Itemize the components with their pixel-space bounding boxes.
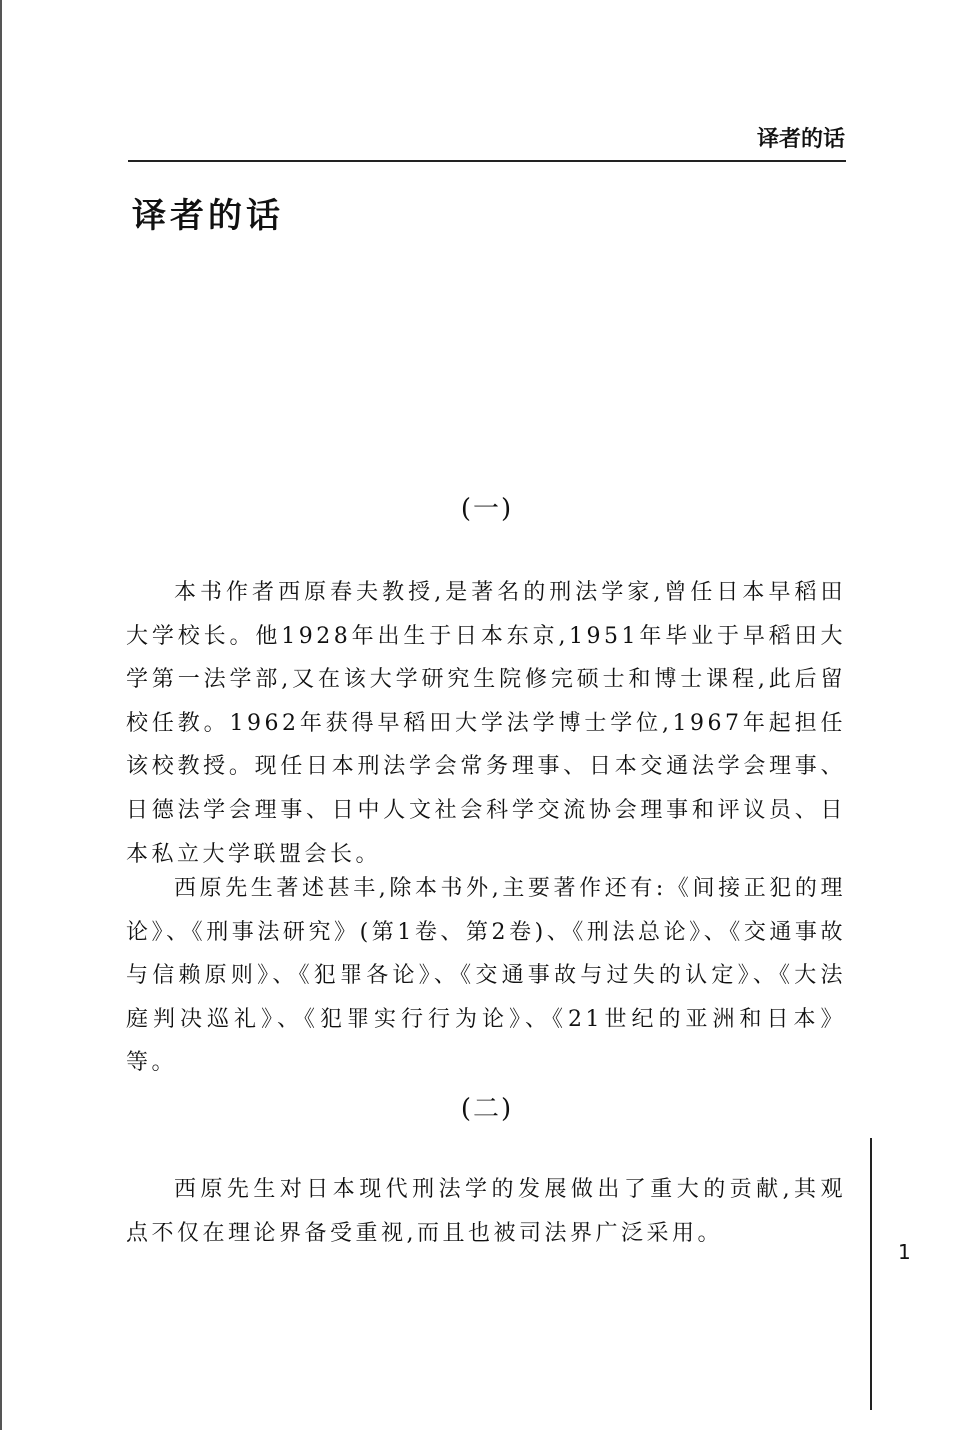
margin-rule: [870, 1138, 872, 1410]
paragraph-1: 本书作者西原春夫教授,是著名的刑法学家,曾任日本早稻田大学校长。他1928年出生于日本东京,1951年毕业于早稻田大学第一法学部,又在该大学研究生院修完硕士和博士课程,此后留校任教。1962年获得早稻田大学法学博士学位,1967年起担任该校教授。现任日本刑法学会常务理事、日本交通法学会理事、日德法学会理事、日中人文社会科学交流协会理事和评议员、日本私立大学联盟会长。: [126, 580, 846, 867]
header-rule: [128, 160, 846, 162]
paragraph-2: 西原先生著述甚丰,除本书外,主要著作还有:《间接正犯的理论》、《刑事法研究》(第1卷、第2卷)、《刑法总论》、《交通事故与信赖原则》、《犯罪各论》、《交通事故与过失的认定》、《大法庭判决巡礼》、《犯罪实行行为论》、《21世纪的亚洲和日本》等。: [126, 876, 846, 1076]
page-left-edge: [0, 0, 2, 1430]
page-number: 1: [898, 1240, 911, 1264]
paragraph-3: 西原先生对日本现代刑法学的发展做出了重大的贡献,其观点不仅在理论界备受重视,而且也被司法界广泛采用。: [126, 1177, 846, 1246]
running-header: 译者的话: [756, 127, 845, 152]
chapter-title: 译者的话: [132, 196, 284, 236]
section-heading-2: (二): [460, 1094, 514, 1124]
section-heading-1: (一): [460, 494, 514, 524]
